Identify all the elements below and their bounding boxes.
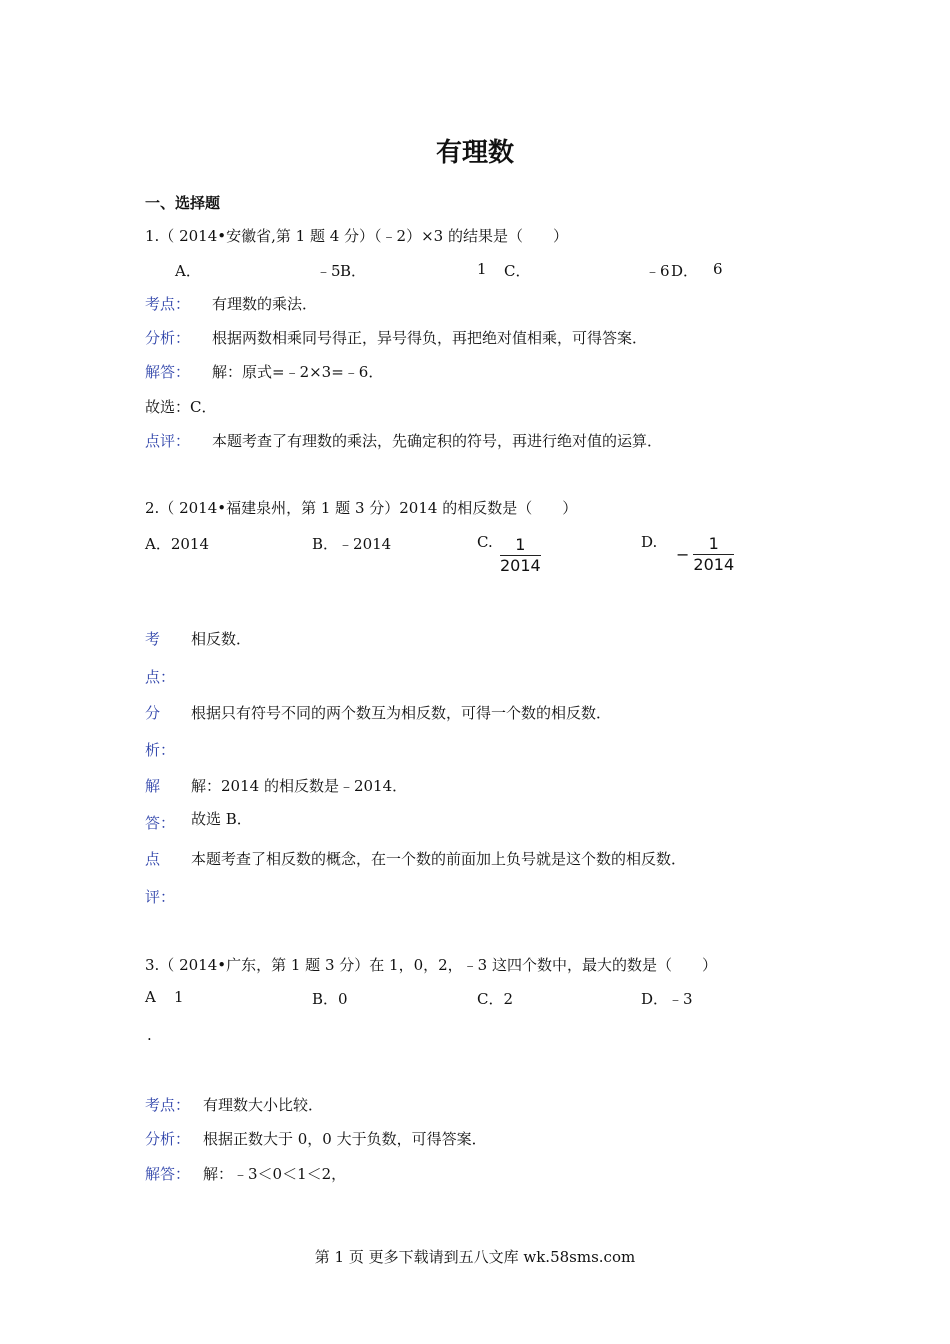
option-a-label: A． (175, 262, 201, 280)
question-stem: 2.（ 2014•福建泉州，第 1 题 3 分）2014 的相反数是（ ） (145, 499, 578, 517)
option-d: D．﹣3 (641, 990, 693, 1008)
fraction-numerator: 1 (708, 534, 719, 553)
dianping-label: 点评： (145, 432, 191, 450)
option-d-fraction (676, 535, 734, 574)
option-a-label: A (145, 988, 156, 1006)
option-d-value: 6 (713, 260, 723, 278)
option-c: C．2 (477, 990, 514, 1008)
jieda-label-1: 解 (145, 777, 161, 795)
option-a-dot: . (147, 1026, 152, 1044)
jieda-label-2: 答： (145, 814, 176, 832)
fraction (500, 536, 541, 575)
option-b: B．﹣2014 (312, 535, 392, 553)
minus-sign: − (676, 545, 690, 564)
fraction (693, 535, 734, 574)
option-b: B．0 (312, 990, 348, 1008)
fenxi-text: 根据两数相乘同号得正，异号得负，再把绝对值相乘，可得答案． (212, 329, 648, 347)
fraction-denominator: 2014 (693, 555, 735, 574)
kaodian-label-1: 考 (145, 630, 161, 648)
kaodian-text: 相反数． (191, 630, 252, 648)
kaodian-text: 有理数大小比较． (203, 1096, 324, 1114)
fenxi-text: 根据只有符号不同的两个数互为相反数，可得一个数的相反数． (191, 704, 612, 722)
page-footer: 第 1 页 更多下载请到五八文库 wk.58sms.com (314, 1248, 636, 1266)
option-a-value: 1 (174, 988, 184, 1006)
question-stem: 1.（ 2014•安徽省,第 1 题 4 分）（﹣2）×3 的结果是（ ） (145, 227, 568, 245)
option-b-value: 1 (477, 260, 487, 278)
answer-choice: 故选：C． (145, 398, 217, 416)
option-d-label: D． (671, 262, 699, 280)
fenxi-label-1: 分 (145, 704, 161, 722)
jieda-label: 解答： (145, 363, 191, 381)
option-c-label: C． (504, 262, 531, 280)
jieda-label: 解答： (145, 1165, 191, 1183)
dianping-text: 本题考查了有理数的乘法，先确定积的符号，再进行绝对值的运算． (212, 432, 663, 450)
option-c-label: C. (477, 533, 493, 551)
option-c-value: ﹣6 (645, 262, 670, 280)
fenxi-label-2: 析： (145, 741, 176, 759)
question-stem: 3.（ 2014•广东，第 1 题 3 分）在 1，0，2，﹣3 这四个数中，最大的数是（ ） (145, 956, 717, 974)
option-d-label: D. (641, 533, 658, 551)
kaodian-text: 有理数的乘法． (212, 295, 318, 313)
option-b-label: B． (340, 262, 367, 280)
fraction-numerator: 1 (515, 535, 526, 554)
option-c-fraction (500, 535, 541, 575)
kaodian-label: 考点： (145, 295, 191, 313)
option-a: A．2014 (145, 535, 210, 553)
answer-choice: 故选 B． (191, 810, 252, 828)
fenxi-label: 分析： (145, 1130, 191, 1148)
dianping-label-1: 点 (145, 850, 161, 868)
fenxi-label: 分析： (145, 329, 191, 347)
jieda-text: 解：2014 的相反数是﹣2014． (191, 777, 408, 795)
page-title: 有理数 (435, 138, 514, 168)
fenxi-text: 根据正数大于 0，0 大于负数，可得答案． (203, 1130, 487, 1148)
kaodian-label-2: 点： (145, 668, 176, 686)
section-heading: 一、选择题 (145, 194, 221, 212)
kaodian-label: 考点： (145, 1096, 191, 1114)
fraction-denominator: 2014 (500, 556, 541, 575)
jieda-text: 解：﹣3＜0＜1＜2， (203, 1165, 347, 1183)
dianping-label-2: 评： (145, 888, 176, 906)
option-a-value: ﹣5 (316, 262, 341, 280)
jieda-text: 解：原式=﹣2×3=﹣6． (212, 363, 384, 381)
dianping-text: 本题考查了相反数的概念，在一个数的前面加上负号就是这个数的相反数． (191, 850, 687, 868)
